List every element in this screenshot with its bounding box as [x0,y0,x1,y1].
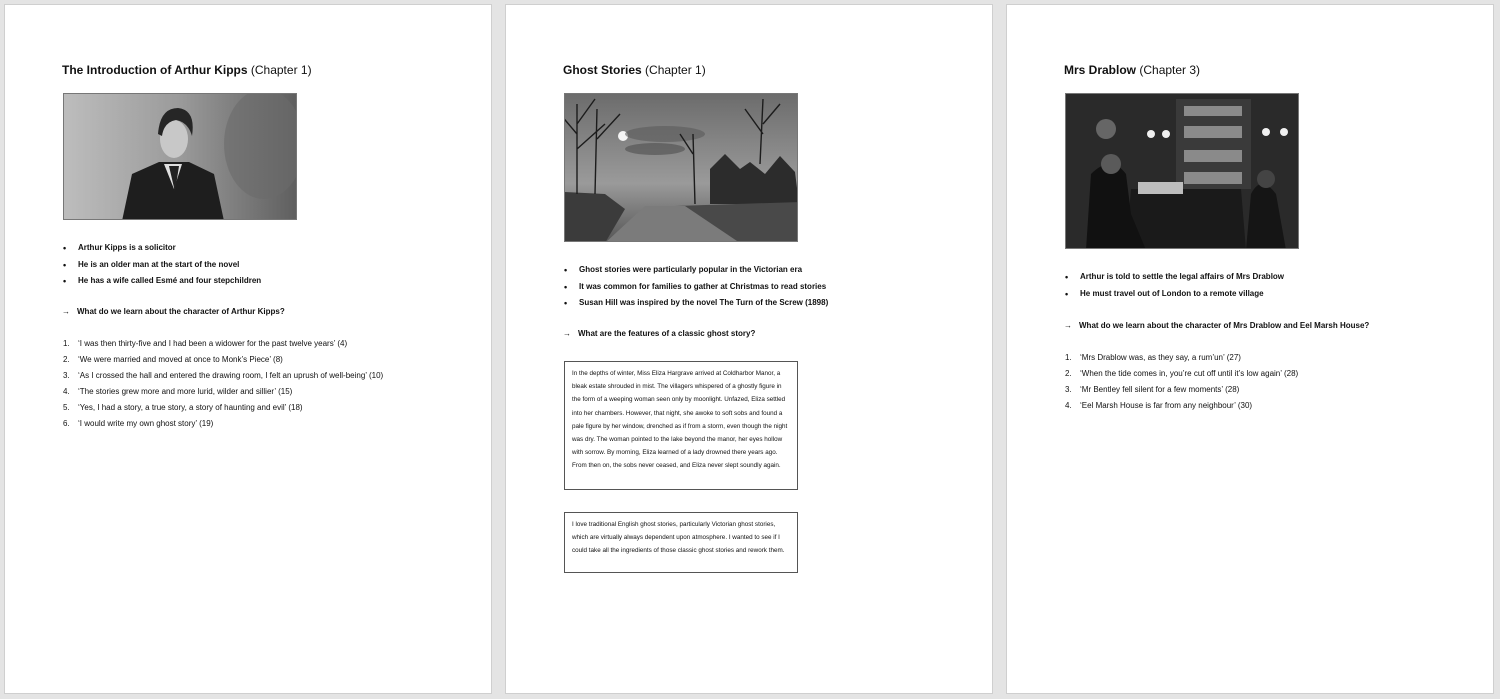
portrait-image-icon [64,94,297,220]
page-title [1064,63,1200,77]
title-bold: Mrs Drablow [1064,63,1137,77]
document-page-2 [505,4,993,694]
quote-text: ‘I would write my own ghost story’ (19) [78,419,214,428]
quote-number: 3. [63,371,70,380]
quote-item [1065,350,1298,366]
quote-number: 6. [63,419,70,428]
arthur-kipps-photo [63,93,297,220]
quote-text: ‘As I crossed the hall and entered the drawing room, I felt an uprush of well-being’ (10) [78,371,384,380]
quote-item [63,368,383,384]
question-text: What are the features of a classic ghost story? [578,329,756,338]
discussion-question [62,307,285,316]
fact-list [1065,269,1284,302]
quote-text: ‘We were married and moved at once to Monk’s Piece’ (8) [78,355,283,364]
study-scene-photo [1065,93,1299,249]
quote-list [1065,350,1298,414]
discussion-question [1064,321,1369,330]
interior-image-icon [1066,94,1299,249]
arrow-right-icon: → [62,307,70,316]
title-bold: Ghost Stories [563,63,642,77]
document-page-1 [4,4,492,694]
question-text: What do we learn about the character of Mrs Drablow and Eel Marsh House? [1079,321,1370,330]
quote-number: 2. [1065,369,1072,378]
ghost-story-extract-box: In the depths of winter, Miss Eliza Hargrave arrived at Coldharbor Manor, a bleak estate shrouded in mist. The villagers whispered of a ghostly figure in the form of a weeping woman seen only by moonlight. Unfazed, Eliza settled into her chambers. However, that night, she awoke to soft sobs and found a pale figure by her window, drenched as if from a storm, even though the night was dry. The woman pointed to the lake beyond the manor, her eyes hollow with sorrow. By morning, Eliza learned of a lady drowned there years ago. From then on, the sobs never ceased, and Eliza never slept soundly again. [564,361,798,490]
quote-text: ‘Mr Bentley fell silent for a few moments’ (28) [1080,385,1240,394]
quote-text: ‘I was then thirty-five and I had been a widower for the past twelve years’ (4) [78,339,348,348]
discussion-question [563,329,755,338]
quote-item [63,336,383,352]
fact-list [564,262,828,312]
fact-item: • Arthur is told to settle the legal affairs of Mrs Drablow [1065,269,1284,286]
page-title [62,63,312,77]
quote-list [63,336,383,432]
title-chapter: (Chapter 3) [1139,63,1201,77]
fact-item: • Arthur Kipps is a solicitor [63,240,261,257]
document-page-3 [1006,4,1494,694]
quote-text: ‘When the tide comes in, you’re cut off until it’s low again’ (28) [1080,369,1299,378]
arrow-right-icon: → [563,329,571,338]
fact-item: • He must travel out of London to a remote village [1065,286,1284,303]
quote-item [63,384,383,400]
quote-number: 3. [1065,385,1072,394]
quote-number: 1. [1065,353,1072,362]
title-bold: The Introduction of Arthur Kipps [62,63,248,77]
quote-text: ‘Eel Marsh House is far from any neighbour’ (30) [1080,401,1253,410]
quote-item [1065,366,1298,382]
fact-item: • It was common for families to gather at Christmas to read stories [564,279,828,296]
quote-number: 2. [63,355,70,364]
quote-item [63,416,383,432]
quote-number: 1. [63,339,70,348]
fact-item: • He has a wife called Esmé and four stepchildren [63,273,261,290]
fact-list [63,240,261,290]
fact-item: • He is an older man at the start of the novel [63,257,261,274]
landscape-image-icon [565,94,798,242]
fact-item: • Ghost stories were particularly popular in the Victorian era [564,262,828,279]
quote-number: 4. [1065,401,1072,410]
quote-number: 5. [63,403,70,412]
arrow-right-icon: → [1064,321,1072,330]
title-chapter: (Chapter 1) [250,63,312,77]
quote-text: ‘Mrs Drablow was, as they say, a rum’un’ (27) [1080,353,1241,362]
quote-item [1065,382,1298,398]
question-text: What do we learn about the character of Arthur Kipps? [77,307,285,316]
quote-item [1065,398,1298,414]
quote-item [63,352,383,368]
quote-text: ‘The stories grew more and more lurid, wilder and sillier’ (15) [78,387,293,396]
title-chapter: (Chapter 1) [645,63,706,77]
quote-number: 4. [63,387,70,396]
victorian-street-painting [564,93,798,242]
quote-text: ‘Yes, I had a story, a true story, a story of haunting and evil’ (18) [78,403,303,412]
fact-item: • Susan Hill was inspired by the novel The Turn of the Screw (1898) [564,295,828,312]
author-quote-box: I love traditional English ghost stories, particularly Victorian ghost stories, which are virtually always dependent upon atmosphere. I wanted to see if I could take all the ingredients of those classic ghost stories and rework them. [564,512,798,573]
page-title [563,63,706,77]
quote-item [63,400,383,416]
